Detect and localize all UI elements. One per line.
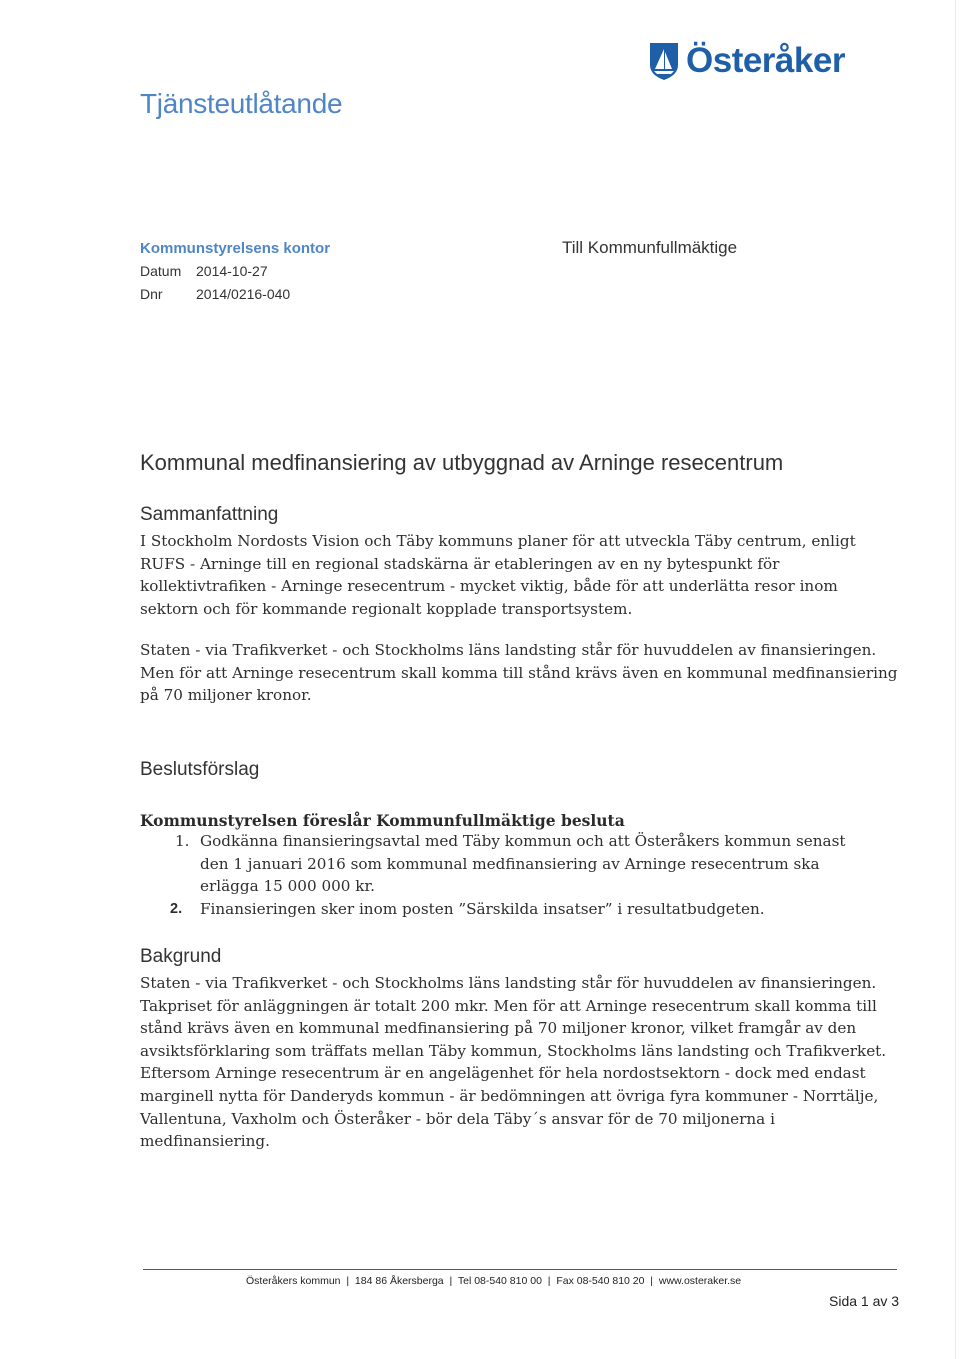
proposal-lead: Kommunstyrelsen föreslår Kommunfullmäktige besluta (140, 811, 625, 830)
reference-row (140, 286, 290, 302)
date-row (140, 263, 268, 279)
logo-wordmark: Österåker (686, 41, 845, 80)
date-label: Datum (140, 263, 182, 279)
document-title: Kommunal medfinansiering av utbyggnad av Arninge resecentrum (140, 450, 784, 475)
page-number: Sida 1 av 3 (829, 1293, 900, 1309)
background-heading: Bakgrund (140, 946, 222, 967)
office-name: Kommunstyrelsens kontor (140, 240, 331, 257)
crest-icon (648, 41, 680, 81)
summary-heading: Sammanfattning (140, 504, 279, 525)
footer-contact: Österåkers kommun | 184 86 Åkersberga | Tel 08-540 810 00 | Fax 08-540 810 20 | www.osteraker.se (246, 1275, 742, 1287)
footer-divider (143, 1269, 897, 1270)
proposal-item-text: Finansieringen sker inom posten ”Särskilda insatser” i resultatbudgeten. (200, 900, 765, 918)
reference-value: 2014/0216-040 (196, 286, 291, 302)
background-paragraph: Staten - via Trafikverket - och Stockholms läns landsting står för huvuddelen av finansieringen. Takpriset för anläggningen är totalt 200 mkr. Men för att Arninge resecentrum skall komma till stånd krävs även en kommunal medfinansiering på 70 miljoner kronor, vilket framgår av den avsiktsförklaring som träffats mellan Täby kommun, Stockholms läns landsting och Trafikverket. Eftersom Arninge resecentrum är en angelägenhet för hela nordostsektorn - dock med endast marginell nytta för Danderyds kommun - är bedömningen att övriga fyra kommuner - Norrtälje, Vallentuna, Vaxholm och Österåker - bör dela Täby´s ansvar för de 70 miljonerna i medfinansiering. (140, 974, 887, 1151)
recipient: Till Kommunfullmäktige (562, 238, 738, 257)
summary-paragraph-2: Staten - via Trafikverket - och Stockholms läns landsting står för huvuddelen av finansieringen. Men för att Arninge resecentrum skall komma till stånd krävs även en kommunal medfinansiering på 70 miljoner kronor. (140, 641, 898, 705)
reference-label: Dnr (140, 286, 163, 302)
summary-paragraph-1: I Stockholm Nordosts Vision och Täby kommuns planer för att utveckla Täby centrum, enligt RUFS - Arninge till en regional stadskärna är etableringen av en ny bytespunkt för kollektivtrafiken - Arninge resecentrum - mycket viktig, både för att underlätta resor inom sektorn och för kommande regionalt kopplade transportsystem. (140, 532, 856, 618)
proposal-heading: Beslutsförslag (140, 759, 260, 780)
proposal-item-number: 1. (175, 832, 190, 850)
municipality-logo (648, 38, 845, 84)
proposal-item-number: 2. (170, 901, 183, 917)
document-type: Tjänsteutlåtande (140, 88, 343, 119)
proposal-item-text: Godkänna finansieringsavtal med Täby kommun och att Österåkers kommun senast den 1 januari 2016 som kommunal medfinansiering av Arninge resecentrum ska erlägga 15 000 000 kr. (200, 832, 846, 896)
scan-edge (955, 0, 956, 1359)
date-value: 2014-10-27 (196, 263, 268, 279)
